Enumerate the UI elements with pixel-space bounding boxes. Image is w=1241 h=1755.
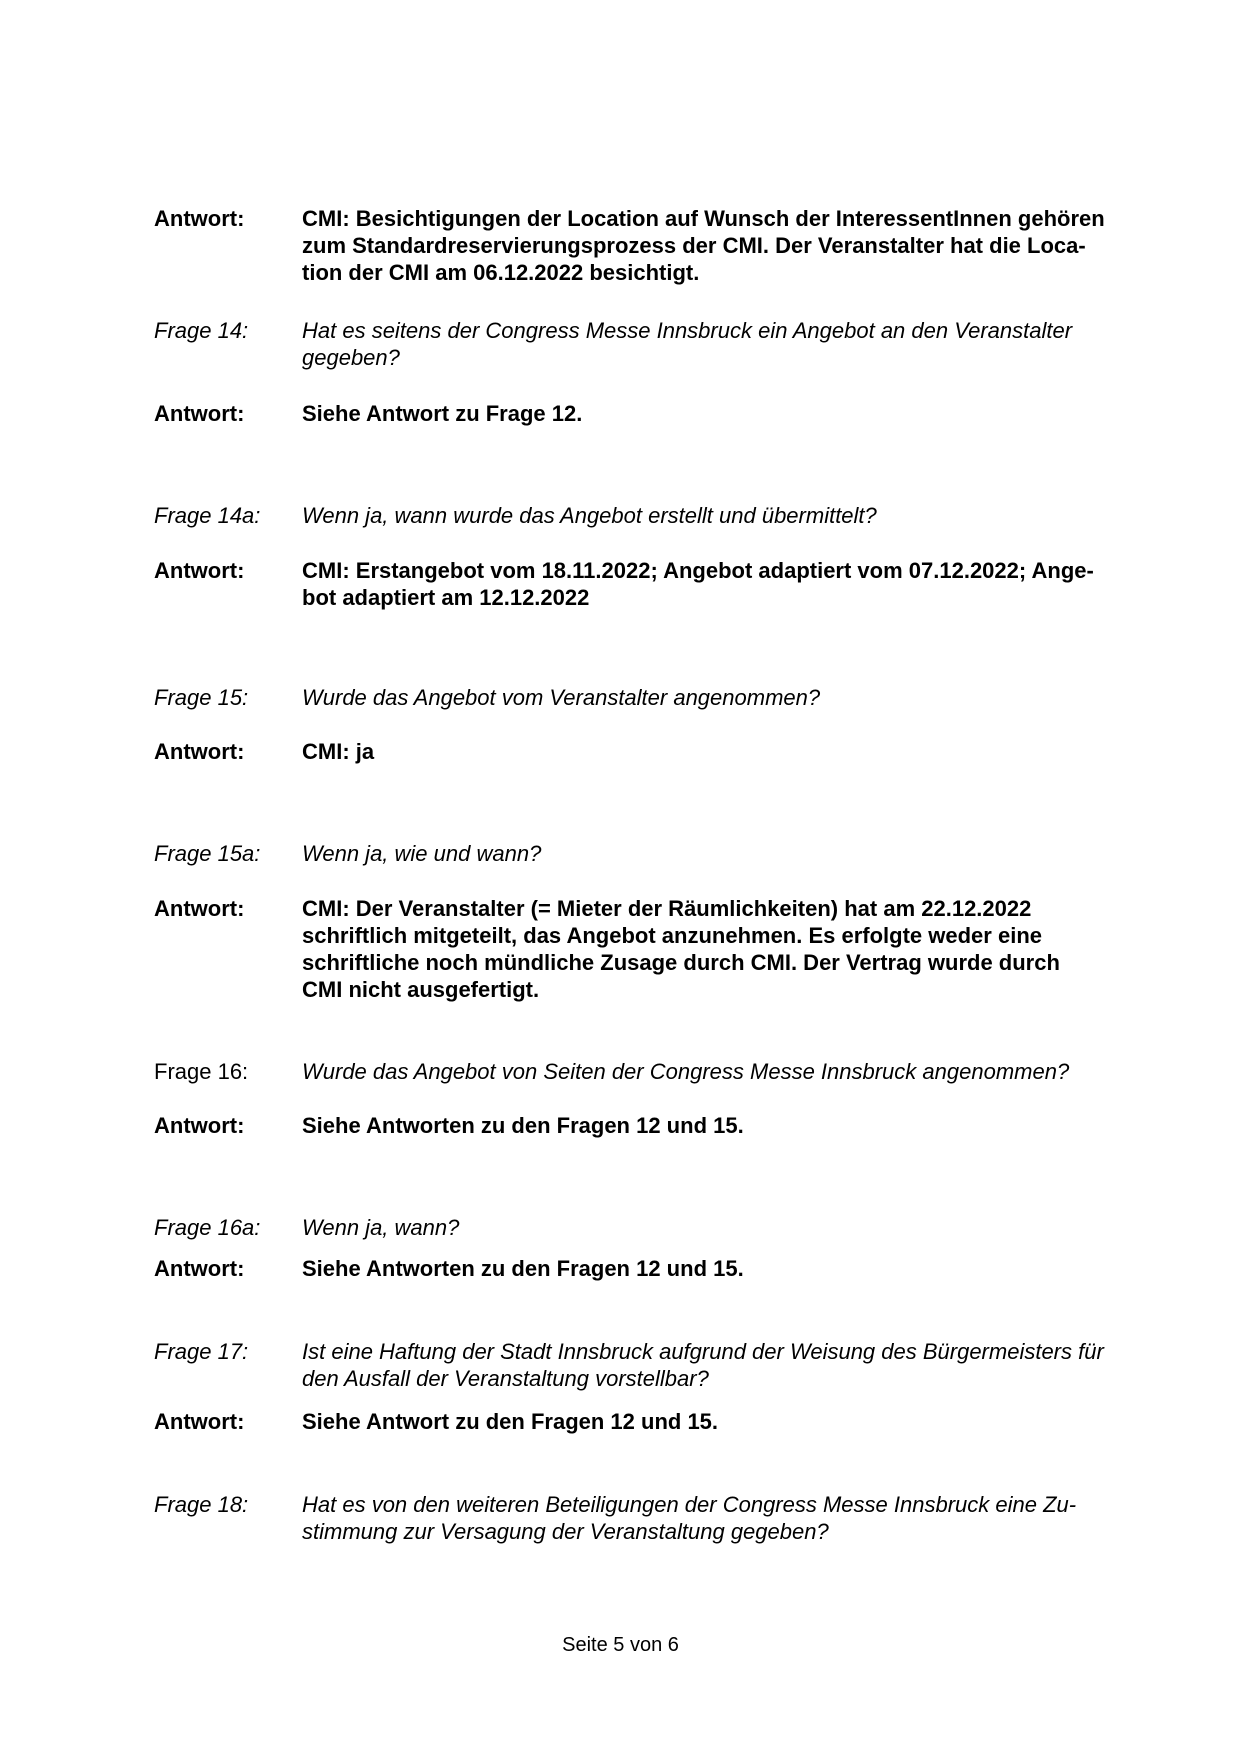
question-text: Ist eine Haftung der Stadt Innsbruck aufgrund der Weisung des Bürgermeisters für den Ausfall der Veranstaltung vorstellbar? xyxy=(302,1339,1104,1391)
answer-15a xyxy=(154,895,1144,1003)
answer-text: CMI: Der Veranstalter (= Mieter der Räumlichkeiten) hat am 22.12.2022 schriftlich mitgeteilt, das Angebot anzunehmen. Es erfolgte weder eine schriftliche noch mündliche Zusage durch CMI. Der Vertrag wurde durch CMI nicht ausgefertigt. xyxy=(302,896,1060,1002)
answer-text: CMI: ja xyxy=(302,739,375,764)
question-17 xyxy=(154,1338,1144,1392)
question-label: Frage 15a: xyxy=(154,841,261,866)
answer-14a xyxy=(154,557,1144,611)
answer-label: Antwort: xyxy=(154,896,245,921)
answer-14 xyxy=(154,400,1144,427)
answer-text: Siehe Antwort zu Frage 12. xyxy=(302,401,583,426)
answer-label: Antwort: xyxy=(154,401,245,426)
answer-text: CMI: Erstangebot vom 18.11.2022; Angebot adaptiert vom 07.12.2022; Ange- bot adaptiert am 12.12.2022 xyxy=(302,558,1094,610)
question-label: Frage 15: xyxy=(154,685,249,710)
question-label: Frage 14: xyxy=(154,318,249,343)
question-text: Wenn ja, wann? xyxy=(302,1215,460,1240)
answer-15 xyxy=(154,738,1144,765)
question-label: Frage 16a: xyxy=(154,1215,261,1240)
answer-label: Antwort: xyxy=(154,1409,245,1434)
answer-16 xyxy=(154,1112,1144,1139)
question-16a xyxy=(154,1214,1144,1241)
page-number: Seite 5 von 6 xyxy=(562,1634,679,1656)
answer-label: Antwort: xyxy=(154,1113,245,1138)
question-text: Hat es seitens der Congress Messe Innsbruck ein Angebot an den Veranstalter gegeben? xyxy=(302,318,1073,370)
answer-16a xyxy=(154,1255,1144,1282)
answer-text: Siehe Antwort zu den Fragen 12 und 15. xyxy=(302,1409,719,1434)
question-16 xyxy=(154,1058,1144,1085)
answer-label: Antwort: xyxy=(154,739,245,764)
question-label: Frage 14a: xyxy=(154,503,261,528)
question-text: Wurde das Angebot von Seiten der Congress Messe Innsbruck angenommen? xyxy=(302,1059,1070,1084)
answer-13 xyxy=(154,205,1144,286)
question-15a xyxy=(154,840,1144,867)
answer-label: Antwort: xyxy=(154,558,245,583)
question-label: Frage 16: xyxy=(154,1059,249,1084)
question-14a xyxy=(154,502,1144,529)
question-label: Frage 18: xyxy=(154,1492,249,1517)
question-15 xyxy=(154,684,1144,711)
question-18 xyxy=(154,1491,1144,1545)
question-text: Hat es von den weiteren Beteiligungen der Congress Messe Innsbruck eine Zu- stimmung zur Versagung der Veranstaltung gegeben? xyxy=(302,1492,1077,1544)
question-14 xyxy=(154,317,1144,371)
answer-text: Siehe Antworten zu den Fragen 12 und 15. xyxy=(302,1256,744,1281)
answer-label: Antwort: xyxy=(154,1256,245,1281)
question-text: Wenn ja, wann wurde das Angebot erstellt und übermittelt? xyxy=(302,503,877,528)
answer-text: Siehe Antworten zu den Fragen 12 und 15. xyxy=(302,1113,744,1138)
answer-17 xyxy=(154,1408,1144,1435)
question-label: Frage 17: xyxy=(154,1339,249,1364)
question-text: Wurde das Angebot vom Veranstalter angenommen? xyxy=(302,685,821,710)
answer-text: CMI: Besichtigungen der Location auf Wunsch der InteressentInnen gehören zum Standardreservierungsprozess der CMI. Der Veranstalter hat die Loca- tion der CMI am 06.12.2022 besichtigt. xyxy=(302,206,1105,285)
question-text: Wenn ja, wie und wann? xyxy=(302,841,542,866)
answer-label: Antwort: xyxy=(154,206,245,231)
